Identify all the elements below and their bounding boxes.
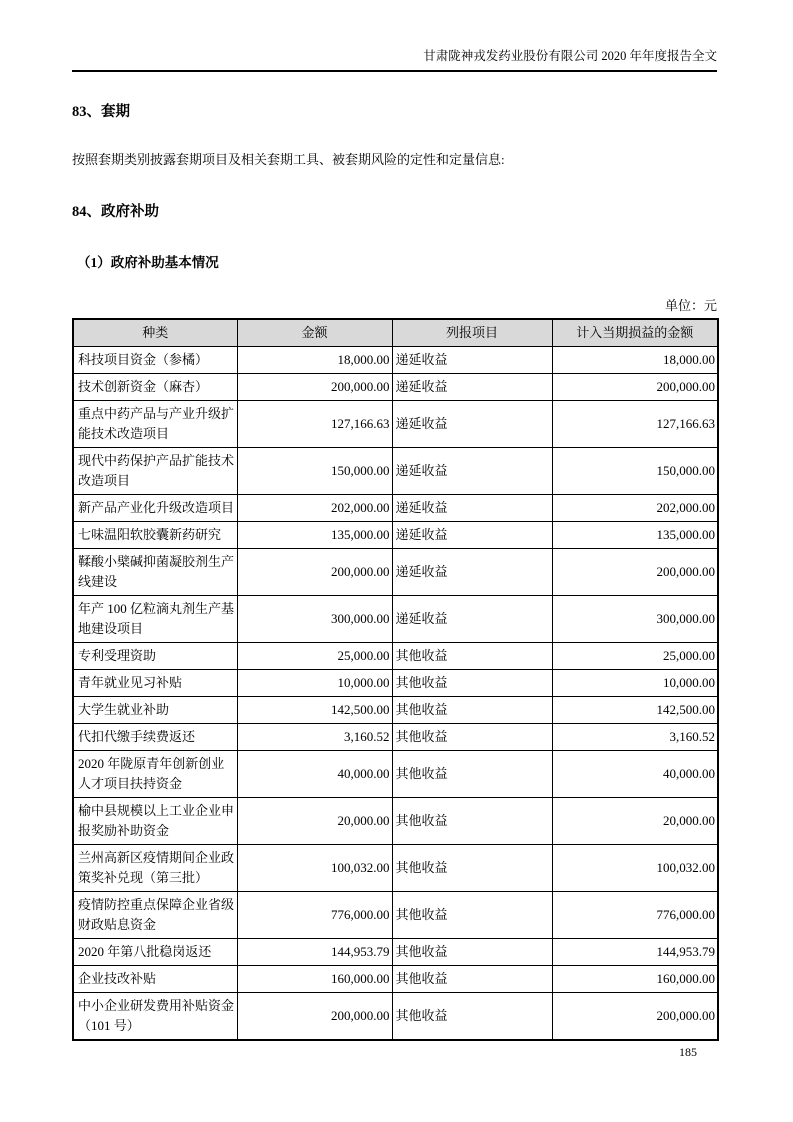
cell-report-item: 递延收益 [392, 401, 552, 448]
cell-report-item: 其他收益 [392, 751, 552, 798]
cell-report-item: 其他收益 [392, 643, 552, 670]
page-number: 185 [679, 1045, 697, 1059]
cell-amount: 150,000.00 [237, 448, 392, 495]
cell-type: 疫情防控重点保障企业省级财政贴息资金 [73, 892, 237, 939]
table-row [73, 374, 718, 401]
section-83-body: 按照套期类别披露套期项目及相关套期工具、被套期风险的定性和定量信息: [72, 152, 505, 167]
cell-type: 重点中药产品与产业升级扩能技术改造项目 [73, 401, 237, 448]
cell-pl-amount: 150,000.00 [552, 448, 718, 495]
cell-report-item: 递延收益 [392, 549, 552, 596]
table-row [73, 798, 718, 845]
cell-type: 兰州高新区疫情期间企业政策奖补兑现（第三批） [73, 845, 237, 892]
cell-report-item: 递延收益 [392, 448, 552, 495]
cell-type: 专利受理资助 [73, 643, 237, 670]
table-row [73, 892, 718, 939]
cell-type: 七味温阳软胶囊新药研究 [73, 522, 237, 549]
table-row [73, 697, 718, 724]
cell-type: 大学生就业补助 [73, 697, 237, 724]
cell-pl-amount: 142,500.00 [552, 697, 718, 724]
cell-amount: 40,000.00 [237, 751, 392, 798]
cell-report-item: 其他收益 [392, 892, 552, 939]
cell-report-item: 其他收益 [392, 939, 552, 966]
cell-pl-amount: 10,000.00 [552, 670, 718, 697]
cell-report-item: 递延收益 [392, 596, 552, 643]
cell-amount: 200,000.00 [237, 993, 392, 1041]
cell-pl-amount: 18,000.00 [552, 347, 718, 374]
cell-pl-amount: 160,000.00 [552, 966, 718, 993]
cell-pl-amount: 25,000.00 [552, 643, 718, 670]
cell-amount: 160,000.00 [237, 966, 392, 993]
table-row [73, 495, 718, 522]
cell-type: 新产品产业化升级改造项目 [73, 495, 237, 522]
cell-amount: 200,000.00 [237, 549, 392, 596]
table-row [73, 643, 718, 670]
cell-amount: 3,160.52 [237, 724, 392, 751]
table-header-row [73, 319, 718, 347]
table-row [73, 522, 718, 549]
cell-type: 榆中县规模以上工业企业申报奖励补助资金 [73, 798, 237, 845]
table-row [73, 939, 718, 966]
cell-report-item: 递延收益 [392, 347, 552, 374]
cell-pl-amount: 144,953.79 [552, 939, 718, 966]
cell-amount: 300,000.00 [237, 596, 392, 643]
col-header-report-item: 列报项目 [392, 319, 552, 347]
cell-pl-amount: 200,000.00 [552, 549, 718, 596]
table-row [73, 993, 718, 1041]
cell-type: 科技项目资金（参橘） [73, 347, 237, 374]
cell-amount: 135,000.00 [237, 522, 392, 549]
cell-report-item: 其他收益 [392, 798, 552, 845]
cell-pl-amount: 100,032.00 [552, 845, 718, 892]
cell-pl-amount: 200,000.00 [552, 374, 718, 401]
cell-amount: 127,166.63 [237, 401, 392, 448]
table-row [73, 724, 718, 751]
table-row [73, 966, 718, 993]
cell-amount: 776,000.00 [237, 892, 392, 939]
table-row [73, 596, 718, 643]
section-84-title: 84、政府补助 [72, 204, 159, 220]
cell-report-item: 其他收益 [392, 670, 552, 697]
cell-type: 技术创新资金（麻杏） [73, 374, 237, 401]
cell-pl-amount: 40,000.00 [552, 751, 718, 798]
cell-type: 青年就业见习补贴 [73, 670, 237, 697]
cell-amount: 200,000.00 [237, 374, 392, 401]
cell-pl-amount: 202,000.00 [552, 495, 718, 522]
cell-pl-amount: 3,160.52 [552, 724, 718, 751]
cell-amount: 18,000.00 [237, 347, 392, 374]
cell-pl-amount: 135,000.00 [552, 522, 718, 549]
col-header-type: 种类 [73, 319, 237, 347]
document-header-text: 甘肃陇神戎发药业股份有限公司 2020 年年度报告全文 [423, 49, 717, 63]
cell-type: 代扣代缴手续费返还 [73, 724, 237, 751]
cell-amount: 10,000.00 [237, 670, 392, 697]
cell-report-item: 其他收益 [392, 993, 552, 1041]
cell-type: 鞣酸小檗碱抑菌凝胶剂生产线建设 [73, 549, 237, 596]
cell-type: 企业技改补贴 [73, 966, 237, 993]
cell-report-item: 递延收益 [392, 495, 552, 522]
cell-amount: 100,032.00 [237, 845, 392, 892]
col-header-amount: 金额 [237, 319, 392, 347]
cell-type: 2020 年陇原青年创新创业人才项目扶持资金 [73, 751, 237, 798]
table-row [73, 845, 718, 892]
cell-report-item: 其他收益 [392, 966, 552, 993]
section-84-sub1-title: （1）政府补助基本情况 [77, 255, 219, 270]
table-row [73, 670, 718, 697]
cell-pl-amount: 776,000.00 [552, 892, 718, 939]
cell-report-item: 递延收益 [392, 374, 552, 401]
cell-amount: 20,000.00 [237, 798, 392, 845]
cell-pl-amount: 300,000.00 [552, 596, 718, 643]
cell-report-item: 递延收益 [392, 522, 552, 549]
table-row [73, 549, 718, 596]
cell-amount: 202,000.00 [237, 495, 392, 522]
unit-label: 单位：元 [664, 298, 717, 313]
cell-type: 2020 年第八批稳岗返还 [73, 939, 237, 966]
cell-amount: 142,500.00 [237, 697, 392, 724]
cell-pl-amount: 127,166.63 [552, 401, 718, 448]
table-body [73, 347, 718, 1041]
cell-amount: 25,000.00 [237, 643, 392, 670]
cell-report-item: 其他收益 [392, 724, 552, 751]
cell-type: 年产 100 亿粒滴丸剂生产基地建设项目 [73, 596, 237, 643]
cell-pl-amount: 200,000.00 [552, 993, 718, 1041]
cell-pl-amount: 20,000.00 [552, 798, 718, 845]
cell-amount: 144,953.79 [237, 939, 392, 966]
col-header-pl-amount: 计入当期损益的金额 [552, 319, 718, 347]
table-row [73, 751, 718, 798]
cell-type: 现代中药保护产品扩能技术改造项目 [73, 448, 237, 495]
document-header [72, 48, 717, 72]
table-row [73, 448, 718, 495]
cell-type: 中小企业研发费用补贴资金（101 号） [73, 993, 237, 1041]
subsidy-table [72, 318, 719, 1041]
cell-report-item: 其他收益 [392, 697, 552, 724]
table-row [73, 401, 718, 448]
table-row [73, 347, 718, 374]
cell-report-item: 其他收益 [392, 845, 552, 892]
section-83-title: 83、套期 [72, 104, 130, 120]
